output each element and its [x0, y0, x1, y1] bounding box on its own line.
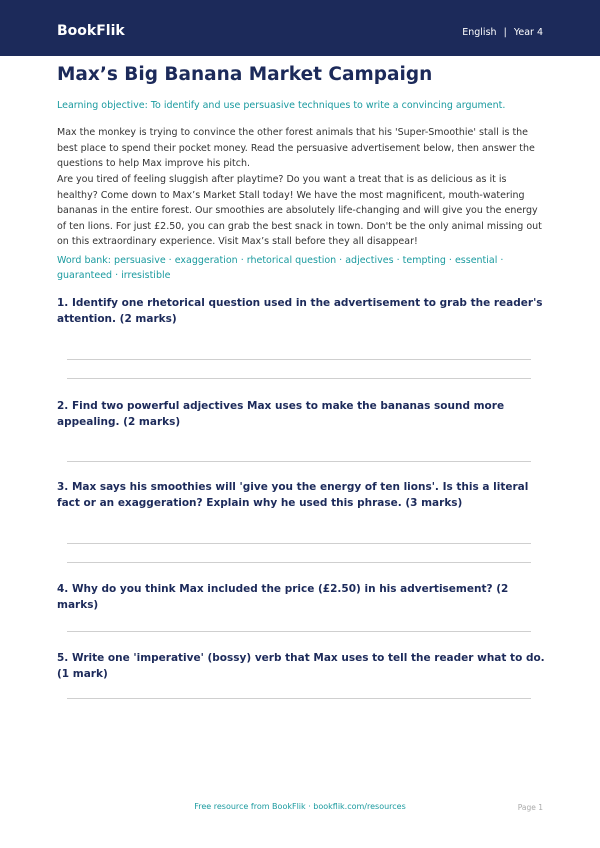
page-number: Page 1 [517, 803, 543, 812]
intro-paragraph: Max the monkey is trying to convince the other forest animals that his 'Super-Smoothie' stall is the best place to spend their pocket money. Read the persuasive advertisement below, then answer the questions to help Max improve his pitch. [57, 127, 535, 169]
word-bank: Word bank: persuasive · exaggeration · rhetorical question · adjectives · tempting · essential · guaranteed · irresistible [57, 255, 504, 281]
meta-separator: | [503, 27, 507, 38]
question-5: 5. Write one 'imperative' (bossy) verb that Max uses to tell the reader what to do. (1 mark) [57, 652, 545, 680]
year-label: Year 4 [513, 27, 543, 38]
subject-label: English [462, 27, 497, 38]
question-1: 1. Identify one rhetorical question used in the advertisement to grab the reader's attention. (2 marks) [57, 297, 543, 325]
answer-line[interactable] [67, 698, 531, 699]
learning-objective: Learning objective: To identify and use persuasive techniques to write a convincing argument. [57, 100, 506, 111]
brand-logo: BookFlik [57, 23, 125, 39]
question-2: 2. Find two powerful adjectives Max uses to make the bananas sound more appealing. (2 marks) [57, 400, 505, 428]
answer-line[interactable] [67, 562, 531, 563]
worksheet-title: Max’s Big Banana Market Campaign [57, 64, 433, 85]
footer-credit: Free resource from BookFlik · bookflik.com/resources [194, 802, 406, 811]
subject-year-meta [462, 27, 543, 38]
answer-line[interactable] [67, 461, 531, 462]
answer-line[interactable] [67, 378, 531, 379]
advertisement-text: Are you tired of feeling sluggish after playtime? Do you want a treat that is as delicious as it is healthy? Come down to Max’s Market Stall today! We have the most magnificent, mouth-watering bananas in the entire forest. Our smoothies are absolutely life-changing and will give you the energy of ten lions. For just £2.50, you can grab the best snack in town. Don't be the only animal missing out on this extraordinary experience. Visit Max’s stall before they all disappear! [57, 174, 542, 247]
question-3: 3. Max says his smoothies will 'give you the energy of ten lions'. Is this a literal fact or an exaggeration? Explain why he used this phrase. (3 marks) [57, 481, 529, 509]
answer-line[interactable] [67, 359, 531, 360]
answer-line[interactable] [67, 631, 531, 632]
answer-line[interactable] [67, 543, 531, 544]
page-header [0, 0, 600, 56]
question-4: 4. Why do you think Max included the price (£2.50) in his advertisement? (2 marks) [57, 583, 509, 611]
